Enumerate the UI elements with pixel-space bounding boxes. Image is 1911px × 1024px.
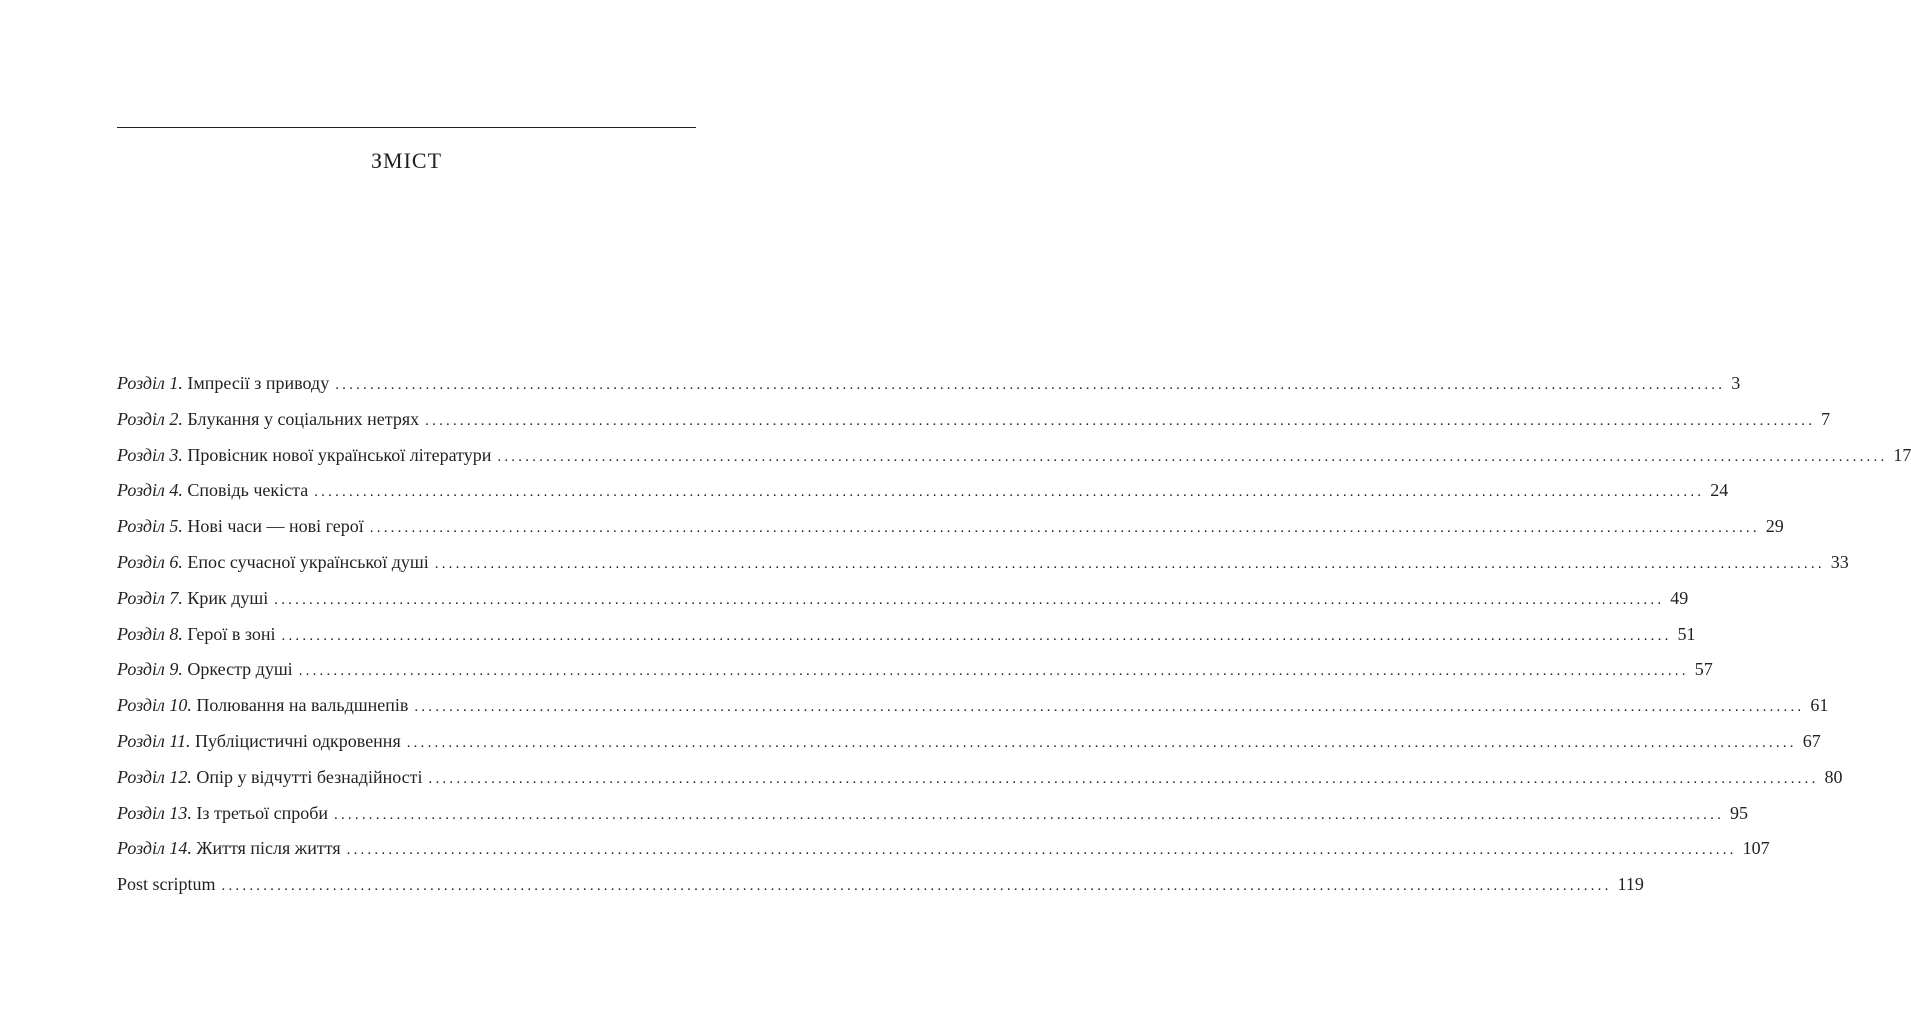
toc-entry [117, 831, 1770, 867]
toc-entry [117, 545, 1849, 581]
toc-entry [117, 509, 1784, 545]
toc-chapter-number: Розділ 8. [117, 623, 183, 644]
toc-chapter-number: Розділ 9. [117, 659, 183, 680]
toc-chapter-number: Розділ 12. [117, 766, 192, 787]
toc-chapter-number: Розділ 3. [117, 444, 183, 465]
dot-leader: ........................................................................................................................................................................................................ [346, 842, 1737, 859]
toc-entry-label [117, 617, 276, 653]
dot-leader: ........................................................................................................................................................................................................ [274, 591, 1665, 608]
toc-chapter-title: Нові часи — нові герої [187, 516, 364, 537]
toc-chapter-title: Блукання у соціальних нетрях [187, 408, 420, 429]
toc-entry-label [117, 473, 308, 509]
toc-page-number: 80 [1824, 766, 1843, 787]
toc-chapter-number: Розділ 5. [117, 516, 183, 537]
toc-page-number: 3 [1731, 373, 1741, 393]
toc-page-number: 29 [1765, 516, 1784, 537]
dot-leader: ........................................................................................................................................................................................................ [334, 806, 1725, 823]
dot-leader: ........................................................................................................................................................................................................ [298, 663, 1689, 680]
toc-entry [117, 652, 1713, 688]
toc-chapter-number: Розділ 2. [117, 408, 183, 429]
toc-chapter-title: Публіцистичні одкровення [195, 730, 401, 751]
toc-page-number: 17 [1893, 444, 1911, 465]
dot-leader: ........................................................................................................................................................................................................ [497, 448, 1888, 465]
dot-leader: ........................................................................................................................................................................................................ [406, 734, 1797, 751]
toc-chapter-number: Розділ 14. [117, 838, 192, 859]
toc-entry-label [117, 509, 364, 545]
toc-page-number: 51 [1677, 623, 1696, 644]
toc-chapter-title: Полювання на вальдшнепів [196, 695, 409, 716]
toc-entry-label [117, 688, 408, 724]
toc-page-number: 61 [1810, 695, 1829, 716]
toc-entry-label [117, 402, 419, 438]
toc-chapter-title: Опір у відчутті безнадійності [196, 766, 423, 787]
toc-chapter-title: Сповідь чекіста [187, 480, 309, 501]
toc-entry-label [117, 724, 401, 760]
dot-leader: ........................................................................................................................................................................................................ [414, 699, 1805, 716]
toc-entry [117, 724, 1821, 760]
toc-page-number: 57 [1694, 659, 1713, 680]
toc-chapter-title: Життя після життя [196, 838, 341, 859]
toc-entry [117, 366, 1741, 402]
toc-entry-label [117, 581, 268, 617]
toc-page-number: 49 [1670, 587, 1689, 608]
toc-entry [117, 688, 1829, 724]
toc-page-number: 119 [1617, 874, 1644, 895]
toc-page-number: 24 [1710, 480, 1729, 501]
toc-chapter-title: Із третьої спроби [196, 802, 329, 823]
toc-page-number: 107 [1742, 838, 1770, 859]
toc-page-number: 67 [1802, 730, 1821, 751]
toc-page-number: 33 [1830, 551, 1849, 572]
toc-entry-label [117, 545, 429, 581]
toc-chapter-number: Розділ 10. [117, 695, 192, 716]
toc-page-number: 7 [1821, 408, 1831, 429]
toc-chapter-number: Розділ 7. [117, 587, 183, 608]
toc-entry [117, 760, 1843, 796]
toc-entry-label [117, 652, 293, 688]
toc-chapter-number: Розділ 1. [117, 373, 183, 393]
toc-entry-label [117, 867, 216, 903]
toc-chapter-number: Розділ 6. [117, 551, 183, 572]
dot-leader: ........................................................................................................................................................................................................ [369, 520, 1760, 537]
dot-leader: ........................................................................................................................................................................................................ [281, 627, 1672, 644]
toc-entry-label [117, 760, 423, 796]
toc-chapter-title: Герої в зоні [187, 623, 276, 644]
header-rule [117, 127, 696, 128]
table-of-contents [117, 366, 1911, 903]
toc-entry [117, 402, 1831, 438]
toc-chapter-number: Розділ 13. [117, 802, 192, 823]
toc-chapter-title: Імпресії з приводу [187, 373, 330, 393]
toc-entry [117, 473, 1729, 509]
toc-entry [117, 796, 1749, 832]
dot-leader: ........................................................................................................................................................................................................ [335, 377, 1726, 393]
page-title: ЗМІСТ [370, 148, 443, 173]
toc-chapter-title: Крик душі [187, 587, 269, 608]
toc-chapter-number: Розділ 11. [117, 730, 191, 751]
toc-entry-label [117, 438, 491, 474]
dot-leader: ........................................................................................................................................................................................................ [314, 484, 1705, 501]
toc-page-number: 95 [1730, 802, 1749, 823]
toc-entry [117, 617, 1696, 653]
toc-chapter-title: Епос сучасної української душі [187, 551, 429, 572]
toc-entry-label [117, 796, 328, 832]
toc-chapter-title: Post scriptum [117, 874, 216, 895]
toc-entry [117, 867, 1644, 903]
toc-chapter-title: Оркестр душі [187, 659, 293, 680]
toc-chapter-title: Провісник нової української літератури [187, 444, 492, 465]
dot-leader: ........................................................................................................................................................................................................ [428, 770, 1819, 787]
toc-entry [117, 581, 1689, 617]
dot-leader: ........................................................................................................................................................................................................ [434, 555, 1825, 572]
toc-chapter-number: Розділ 4. [117, 480, 183, 501]
toc-entry-label [117, 831, 341, 867]
toc-entry [117, 438, 1911, 474]
toc-entry-label [117, 366, 329, 402]
dot-leader: ........................................................................................................................................................................................................ [425, 412, 1816, 429]
dot-leader: ........................................................................................................................................................................................................ [221, 878, 1612, 895]
